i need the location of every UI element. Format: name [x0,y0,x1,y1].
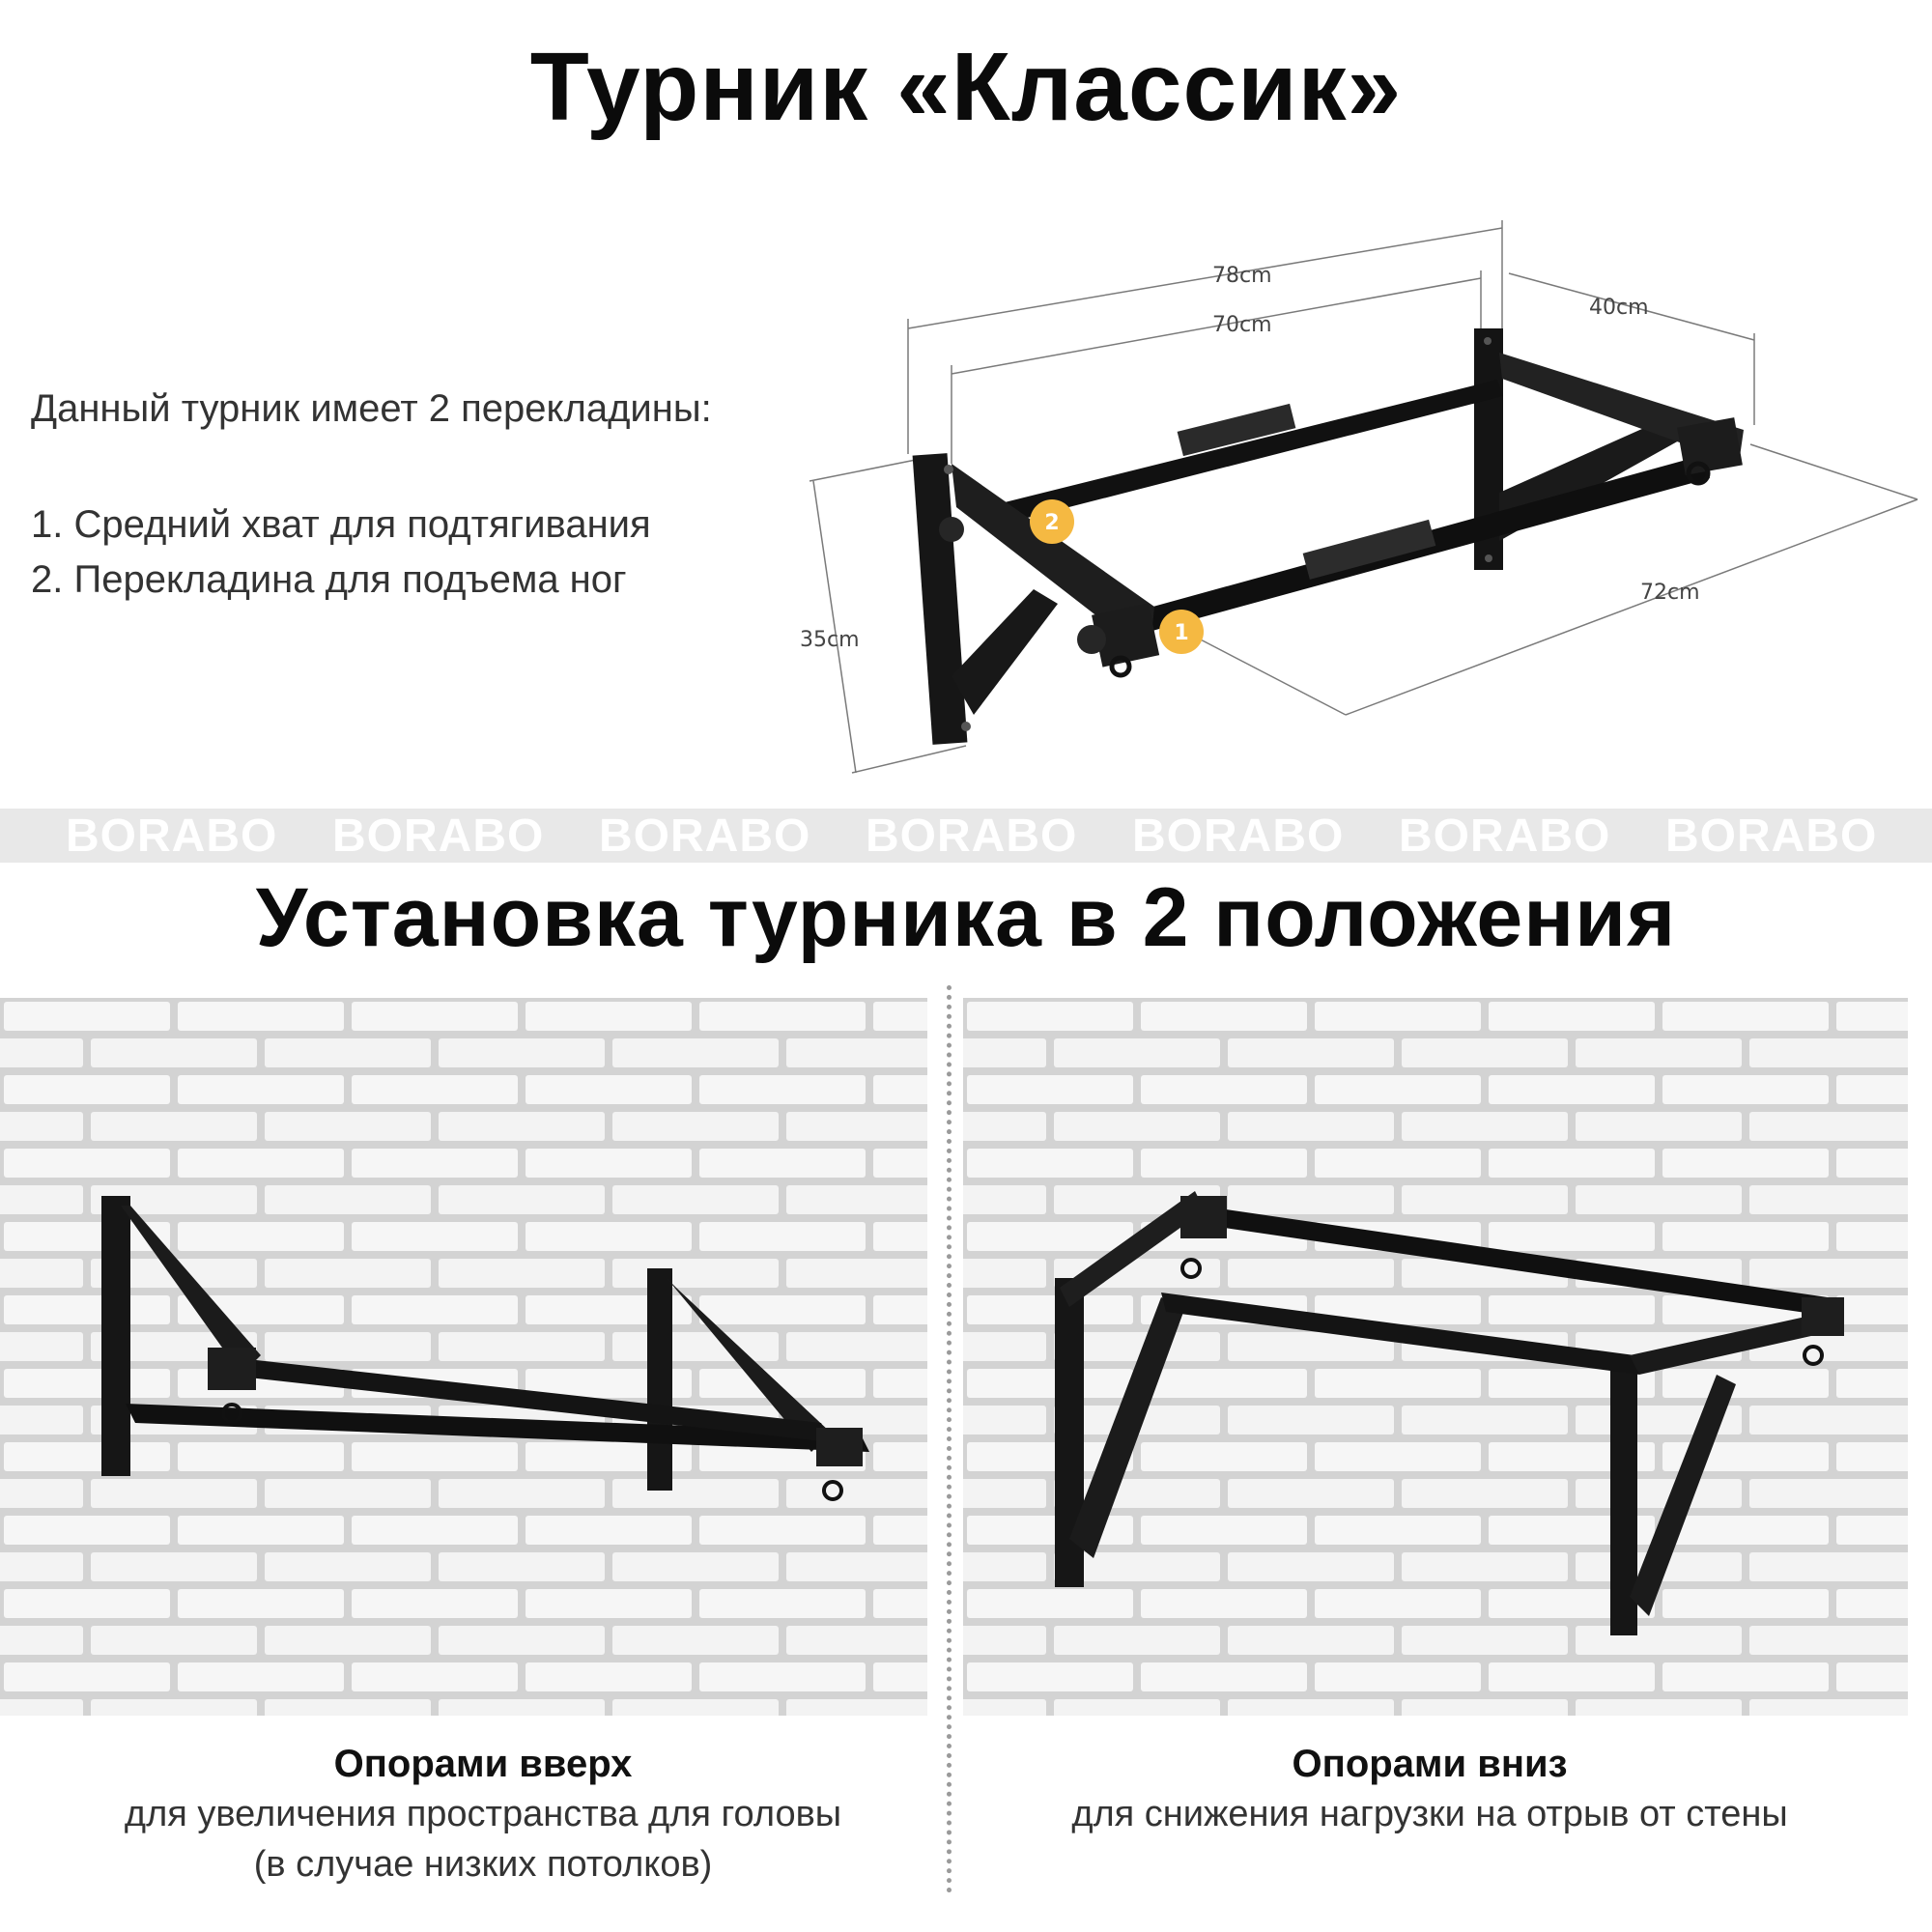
marker-1 [1159,610,1204,654]
dim-label-70cm: 70cm [1212,313,1272,337]
dim-label-72cm: 72cm [1640,581,1700,605]
watermark-text: BORABO [332,810,545,862]
caption-title: Опорами вверх [333,1743,633,1785]
pullup-bar-diagram [753,213,1932,792]
caption-line: для снижения нагрузки на отрыв от стены [1071,1794,1788,1834]
caption-supports-down [966,1739,1893,1839]
caption-line: для увеличения пространства для головы [124,1794,842,1834]
description-item-2: 2. Перекладина для подъема ног [31,558,627,601]
watermark-text: BORABO [866,810,1078,862]
watermark-text: BORABO [1665,810,1878,862]
page-title: Турник «Классик» [529,33,1403,141]
dim-label-40cm: 40cm [1589,296,1649,320]
caption-line: (в случае низких потолков) [253,1844,713,1885]
photo-supports-down [963,998,1908,1716]
watermark-text: BORABO [599,810,811,862]
dim-label-78cm: 78cm [1212,264,1272,288]
caption-title: Опорами вниз [1292,1743,1568,1785]
watermark-text: BORABO [1399,810,1611,862]
svg-text:1: 1 [1174,621,1189,645]
svg-text:2: 2 [1044,511,1060,535]
dim-label-35cm: 35cm [800,628,860,652]
watermark-text: BORABO [66,810,278,862]
description-item-1: 1. Средний хват для подтягивания [31,503,651,546]
watermark-band [0,809,1932,863]
photo-supports-up [0,998,927,1716]
marker-2 [1030,499,1074,544]
section-title: Установка турника в 2 положения [255,871,1677,964]
caption-supports-up [0,1739,966,1889]
description-intro: Данный турник имеет 2 перекладины: [31,387,712,430]
watermark-text: BORABO [1132,810,1345,862]
